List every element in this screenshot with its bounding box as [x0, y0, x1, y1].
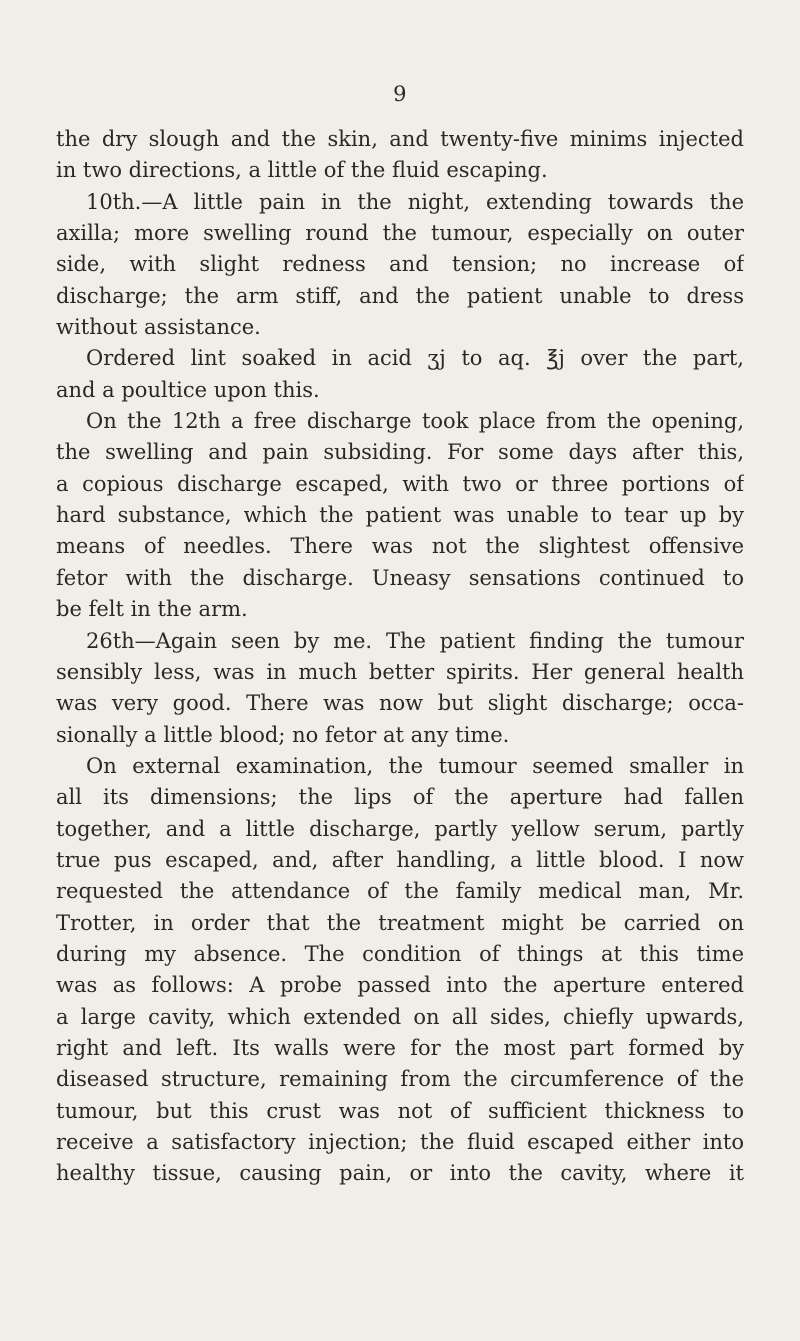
text-line: sionally a little blood; no fetor at any time.	[56, 722, 510, 747]
text-line: hard substance, which the patient was unable to tear up by	[56, 503, 744, 528]
text-line: and a poultice upon this.	[56, 377, 320, 402]
text-line: the swelling and pain subsiding. For some days after this,	[56, 440, 744, 465]
text-line: fetor with the discharge. Uneasy sensations continued to	[56, 565, 744, 590]
page-number: 9	[393, 82, 407, 106]
text-line: tumour, but this crust was not of sufficient thickness to	[56, 1098, 744, 1123]
text-line: 26th—Again seen by me. The patient finding the tumour	[86, 628, 744, 653]
text-line: Trotter, in order that the treatment might be carried on	[56, 910, 744, 935]
text-line: means of needles. There was not the slightest offensive	[56, 534, 744, 559]
body-text	[56, 124, 744, 1190]
text-line: Ordered lint soaked in acid ʒj to aq. ℥j over the part,	[86, 346, 744, 371]
text-line: without assistance.	[56, 315, 261, 340]
text-line: was as follows: A probe passed into the aperture entered	[56, 973, 744, 998]
text-line: the dry slough and the skin, and twenty-five minims injected	[56, 127, 744, 151]
text-line: was very good. There was now but slight discharge; occa-	[56, 691, 744, 716]
text-line: be felt in the arm.	[56, 597, 248, 622]
text-line: axilla; more swelling round the tumour, especially on outer	[56, 221, 744, 246]
text-line: all its dimensions; the lips of the aperture had fallen	[56, 785, 744, 810]
text-line: diseased structure, remaining from the circumference of the	[56, 1067, 744, 1092]
text-line: a copious discharge escaped, with two or three portions of	[56, 471, 744, 496]
text-line: receive a satisfactory injection; the fluid escaped either into	[56, 1130, 744, 1154]
text-line: together, and a little discharge, partly yellow serum, partly	[56, 816, 744, 841]
text-line: true pus escaped, and, after handling, a little blood. I now	[56, 847, 744, 872]
text-line: sensibly less, was in much better spirits. Her general health	[56, 659, 744, 684]
text-line: during my absence. The condition of things at this time	[56, 941, 744, 966]
text-line: On external examination, the tumour seemed smaller in	[86, 753, 744, 778]
text-line: right and left. Its walls were for the most part formed by	[56, 1035, 744, 1060]
text-line: healthy tissue, causing pain, or into the cavity, where it	[56, 1161, 744, 1186]
text-line: side, with slight redness and tension; no increase of	[56, 252, 744, 277]
text-line: a large cavity, which extended on all sides, chiefly upwards,	[56, 1004, 744, 1029]
text-line: discharge; the arm stiff, and the patient unable to dress	[56, 283, 744, 308]
text-line: requested the attendance of the family medical man, Mr.	[56, 879, 744, 904]
text-line: On the 12th a free discharge took place from the opening,	[86, 409, 744, 434]
text-line: in two directions, a little of the fluid escaping.	[56, 158, 548, 183]
text-line: 10th.—A little pain in the night, extending towards the	[86, 189, 744, 214]
